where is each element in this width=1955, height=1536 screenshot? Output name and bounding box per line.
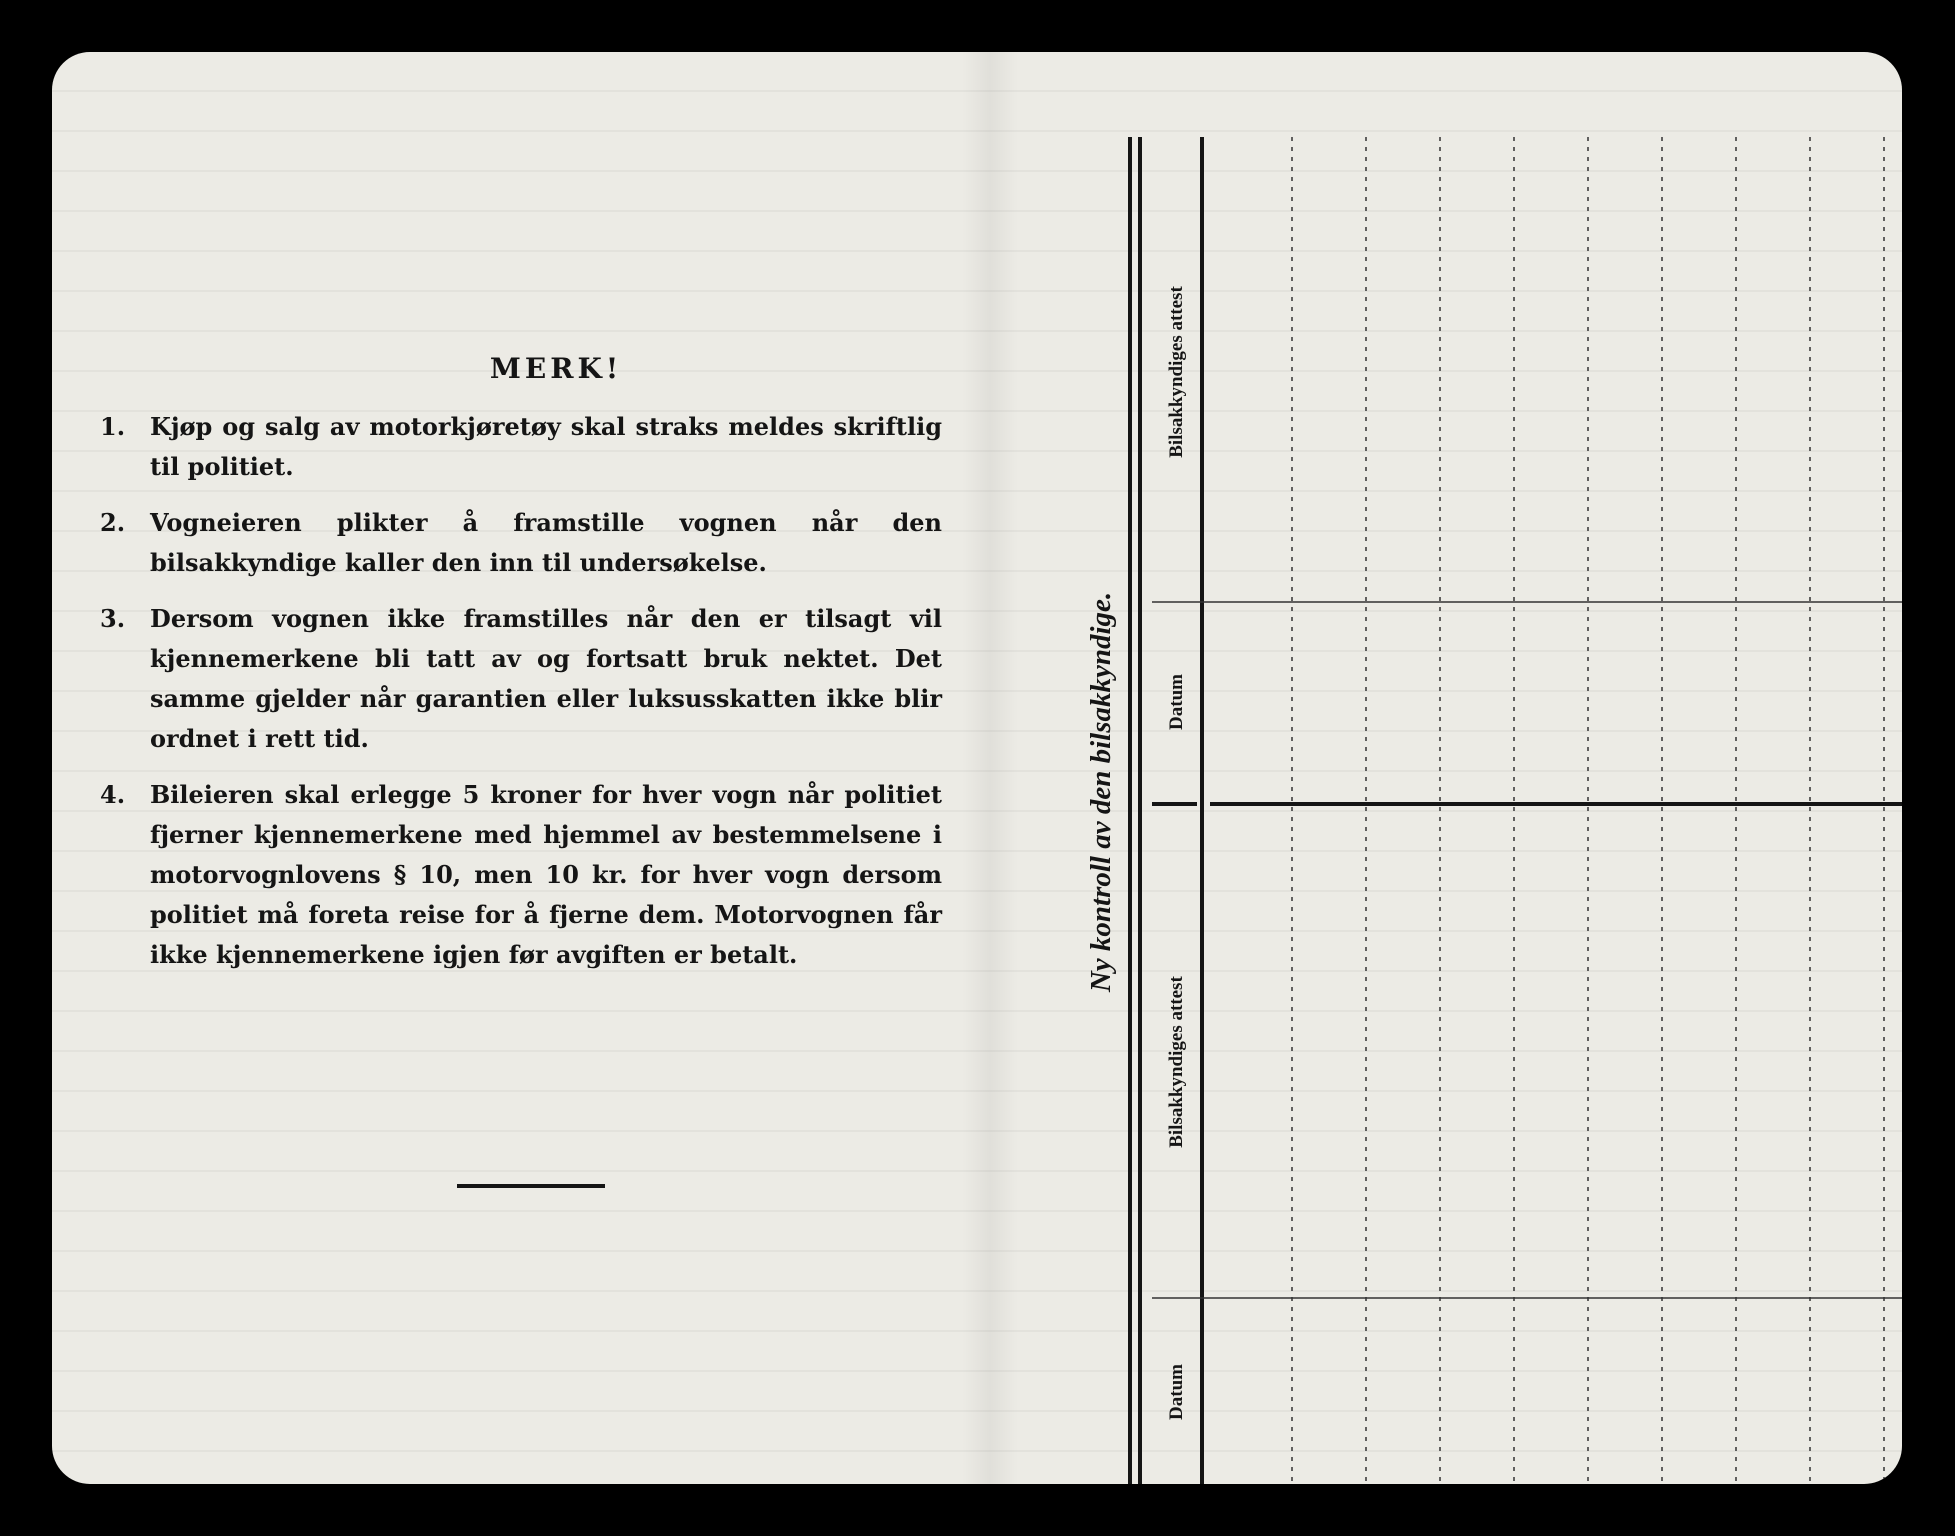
decorative-rule — [457, 1184, 605, 1188]
note-item — [100, 599, 942, 759]
note-item — [100, 407, 942, 487]
left-page-notes — [100, 352, 942, 991]
note-text: Bileieren skal erlegge 5 kroner for hver vogn når politiet fjerner kjennemerkene med hjemmel av bestemmelsene i motorvognlovens § 10, men 10 kr. for hver vogn dersom politiet må foreta reise for å fjerne dem. Motorvognen får ikke kjennemerkene igjen før avgiften er betalt. — [150, 780, 942, 969]
note-number: 2. — [100, 508, 126, 537]
note-item — [100, 775, 942, 975]
document-page — [52, 52, 1902, 1484]
note-text: Kjøp og salg av motorkjøretøy skal straks meldes skriftlig til politiet. — [150, 412, 942, 481]
note-number: 1. — [100, 412, 126, 441]
date-label: Datum — [1166, 1364, 1187, 1420]
note-text: Vogneieren plikter å framstille vognen når den bilsakkyndige kaller den inn til undersøkelse. — [150, 508, 942, 577]
note-number: 3. — [100, 604, 126, 633]
merk-heading: MERK! — [489, 352, 623, 385]
inspection-form — [1052, 82, 1902, 1484]
note-item — [100, 503, 942, 583]
date-label: Datum — [1166, 674, 1187, 730]
attest-label: Bilsakkyndiges attest — [1166, 286, 1187, 458]
center-fold — [962, 52, 1018, 1484]
dotted-columns — [1292, 137, 1884, 1484]
note-number: 4. — [100, 780, 126, 809]
attest-label: Bilsakkyndiges attest — [1166, 976, 1187, 1148]
side-title: Ny kontroll av den bilsakkyndige. — [1085, 591, 1117, 993]
form-grid — [1052, 82, 1902, 1484]
note-text: Dersom vognen ikke framstilles når den er tilsagt vil kjennemerkene bli tatt av og fortsatt bruk nektet. Det samme gjelder når garantien eller luksusskatten ikke blir ordnet i rett tid. — [150, 604, 942, 753]
